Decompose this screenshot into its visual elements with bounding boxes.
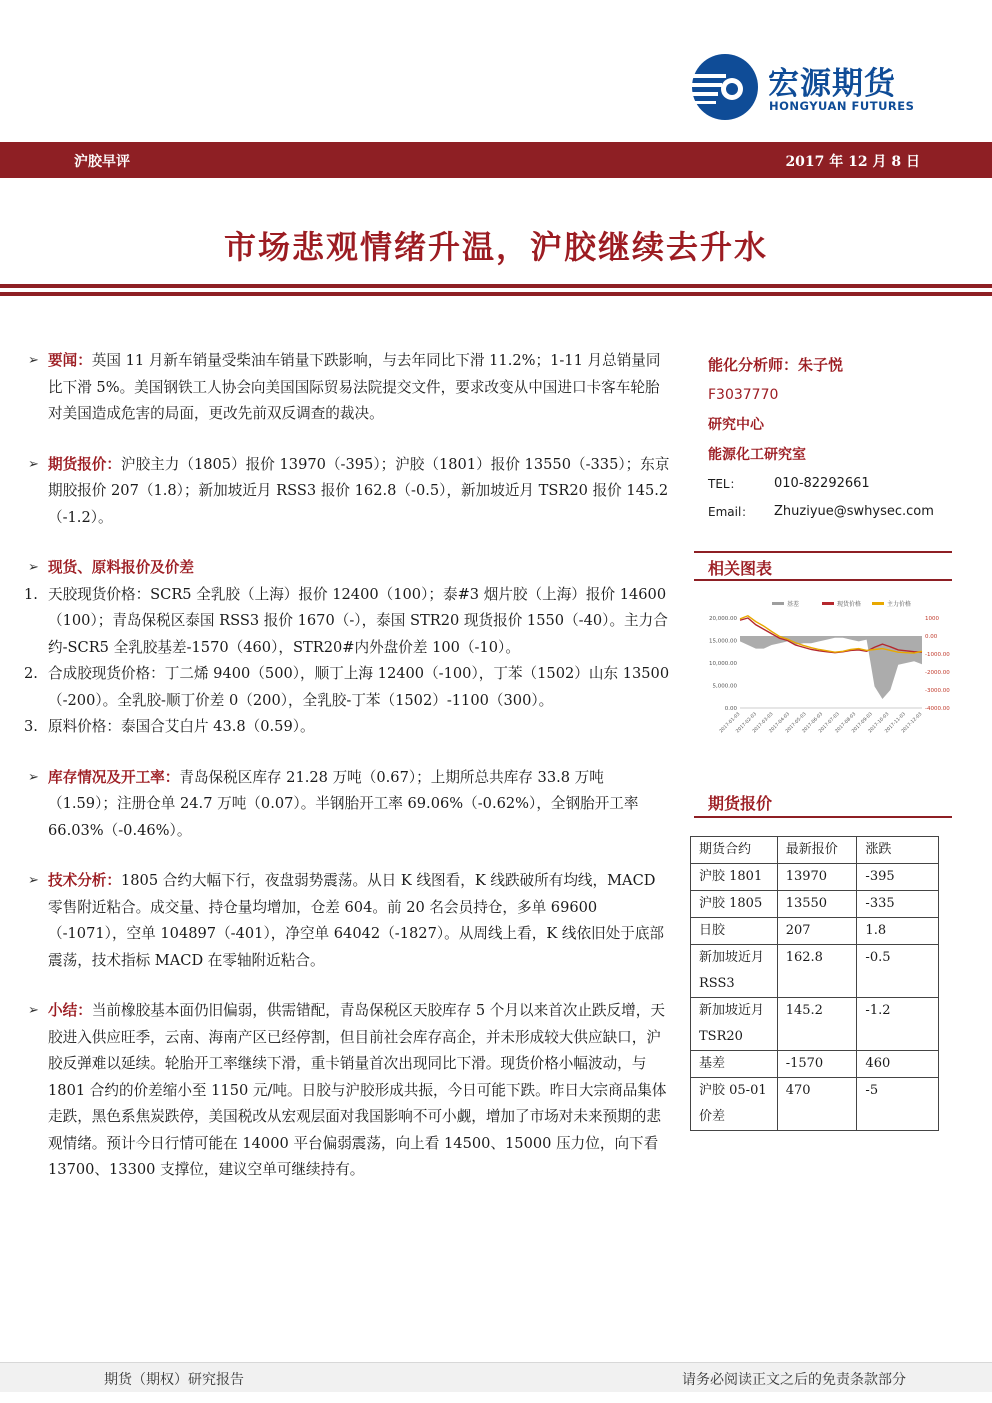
x-tick-label: 2017-06-03 — [801, 711, 825, 735]
technical-section — [24, 868, 672, 974]
cell-change: -0.5 — [857, 945, 939, 998]
email-label: Email： — [708, 505, 754, 519]
cell-price: 470 — [777, 1078, 857, 1131]
inventory-section — [24, 765, 672, 845]
report-category: 沪胶早评 — [74, 154, 130, 170]
main-content — [24, 348, 672, 1184]
x-tick-label: 2017-09-03 — [851, 711, 874, 735]
x-tick-label: 2017-11-03 — [884, 711, 907, 735]
legend-swatch — [872, 602, 884, 605]
title-divider-2 — [0, 292, 992, 296]
table-row — [691, 1078, 939, 1131]
section-text: 沪胶主力（1805）报价 13970（-395）；沪胶（1801）报价 13550（-335）；东京期胶报价 207（1.8）；新加坡近月 RSS3 报价 162.8（-0.5），新加坡近月 TSR20 报价 145.2（-1.2）。 — [48, 455, 670, 526]
analyst-dept: 研究中心 — [708, 417, 764, 433]
analyst-name: 能化分析师：朱子悦 — [708, 356, 844, 374]
arrow-bullet-icon: ➢ — [28, 769, 39, 785]
section-text: 青岛保税区库存 21.28 万吨（0.67）；上期所总共库存 33.8 万吨（1.59）；注册仓单 24.7 万吨（0.07）。半钢胎开工率 69.06%（-0.62%），全钢胎开工率 66.03%（-0.46%）。 — [48, 768, 639, 839]
summary-section — [24, 998, 672, 1184]
legend-label: 基差 — [787, 601, 800, 608]
legend-swatch — [772, 602, 784, 605]
col-header: 最新报价 — [777, 837, 857, 864]
cell-change: 460 — [857, 1051, 939, 1078]
footer-disclaimer-note: 请务必阅读正文之后的免责条款部分 — [682, 1372, 906, 1388]
table-row — [691, 918, 939, 945]
x-tick-label: 2017-12-03 — [900, 711, 924, 735]
company-logo — [688, 52, 938, 122]
arrow-bullet-icon: ➢ — [28, 353, 39, 368]
section-text: 1805 合约大幅下行，夜盘弱势震荡。从日 K 线图看，K 线跌破所有均线，MACD 零售附近粘合。成交量、持仓量均增加，仓差 604。前 20 名会员持仓，多单 69600（-1071），空单 104897（-401），净空单 64042（-1827）。从周线上看，K 线依旧处于底部震荡，技术指标 MACD 在零轴附近粘合。 — [48, 872, 665, 969]
legend-label: 现货价格 — [837, 601, 862, 608]
page-title: 市场悲观情绪升温，沪胶继续去升水 — [223, 228, 768, 266]
basis-price-chart — [700, 596, 952, 752]
logo-name-en: HONGYUAN FUTURES — [769, 99, 915, 113]
arrow-bullet-icon: ➢ — [28, 873, 39, 888]
cell-price: 13970 — [777, 864, 857, 891]
y-right-tick-label: 0.00 — [925, 634, 938, 640]
cell-price: 207 — [777, 918, 857, 945]
logo-name-cn: 宏源期货 — [768, 66, 896, 102]
y-left-tick-label: 20,000.00 — [709, 616, 737, 622]
page-footer — [0, 1362, 992, 1392]
table-header-row — [691, 837, 939, 864]
cell-price: 162.8 — [777, 945, 857, 998]
y-right-tick-label: -3000.00 — [925, 688, 950, 694]
quote-table-header — [694, 788, 952, 818]
table-row — [691, 1051, 939, 1078]
legend-swatch — [822, 602, 834, 605]
analyst-id: F3037770 — [708, 387, 779, 403]
tel-value: 010-82292661 — [774, 476, 870, 491]
cell-contract: 沪胶 05-01 价差 — [691, 1078, 778, 1131]
cell-change: -1.2 — [857, 998, 939, 1051]
tel-label: TEL： — [708, 477, 742, 491]
table-row — [691, 945, 939, 998]
legend-label: 主力价格 — [887, 601, 912, 608]
cell-contract: 沪胶 1805 — [691, 891, 778, 918]
cell-contract: 新加坡近月 RSS3 — [691, 945, 778, 998]
y-right-tick-label: 1000 — [925, 616, 939, 622]
x-tick-label: 2017-10-03 — [867, 711, 891, 735]
quote-table — [690, 836, 939, 1131]
list-text: 天胶现货价格：SCR5 全乳胶（上海）报价 12400（100）；泰#3 烟片胶（上海）报价 14600（100）；青岛保税区泰国 RSS3 报价 1670（-），泰国 STR20 现货报价 1550（-40）。主力合约-SCR5 全乳胶基差-1570（460），STR20#内外盘价差 100（-10）。 — [48, 585, 668, 656]
cell-change: 1.8 — [857, 918, 939, 945]
related-chart-header — [694, 551, 952, 581]
cell-change: -395 — [857, 864, 939, 891]
email-value[interactable]: Zhuziyue@swhysec.com — [774, 504, 934, 519]
list-item — [24, 582, 672, 662]
x-tick-label: 2017-04-03 — [768, 711, 792, 735]
y-left-tick-label: 10,000.00 — [709, 661, 737, 667]
section-heading: 期货报价： — [48, 455, 121, 473]
header-bar — [0, 142, 992, 178]
arrow-bullet-icon: ➢ — [28, 456, 39, 472]
cell-contract: 日胶 — [691, 918, 778, 945]
x-tick-label: 2017-05-03 — [785, 711, 808, 735]
analyst-subdept: 能源化工研究室 — [708, 447, 806, 463]
list-number: 2. — [24, 665, 38, 682]
analyst-info — [708, 350, 952, 526]
list-item — [24, 714, 672, 741]
title-divider — [0, 284, 992, 288]
table-row — [691, 891, 939, 918]
section-heading: 小结： — [48, 1002, 92, 1019]
list-item — [24, 661, 672, 714]
cell-price: -1570 — [777, 1051, 857, 1078]
list-number: 1. — [24, 585, 38, 603]
futures-section — [24, 452, 672, 532]
x-tick-label: 2017-01-03 — [718, 711, 742, 735]
x-tick-label: 2017-02-03 — [735, 711, 758, 735]
section-text: 英国 11 月新车销量受柴油车销量下跌影响，与去年同比下滑 11.2%；1-11 月总销量同比下滑 5%。美国钢铁工人协会向美国国际贸易法院提交文件，要求改变从中国进口卡客车轮胎对美国造成危害的局面，更改先前双反调查的裁决。 — [48, 352, 661, 422]
section-heading: 技术分析： — [48, 872, 121, 889]
cell-change: -5 — [857, 1078, 939, 1131]
cell-change: -335 — [857, 891, 939, 918]
y-right-tick-label: -2000.00 — [925, 670, 950, 676]
arrow-bullet-icon: ➢ — [28, 560, 39, 575]
y-left-tick-label: 0.00 — [724, 706, 737, 712]
section-heading: 库存情况及开工率： — [48, 768, 180, 786]
table-row — [691, 864, 939, 891]
section-heading: 要闻： — [48, 352, 92, 369]
quote-table-title: 期货报价 — [708, 794, 773, 813]
cell-contract: 沪胶 1801 — [691, 864, 778, 891]
y-left-tick-label: 5,000.00 — [712, 683, 737, 690]
x-tick-label: 2017-08-03 — [834, 711, 858, 735]
cell-contract: 基差 — [691, 1051, 778, 1078]
section-heading: 现货、原料报价及价差 — [48, 559, 194, 576]
analyst-email — [708, 498, 952, 526]
cell-price: 13550 — [777, 891, 857, 918]
y-right-tick-label: -4000.00 — [925, 706, 950, 712]
y-left-tick-label: 15,000.00 — [709, 638, 737, 645]
related-chart-title: 相关图表 — [708, 559, 773, 578]
list-number: 3. — [24, 718, 38, 735]
x-tick-label: 2017-07-03 — [818, 711, 841, 735]
basis-area — [740, 636, 922, 699]
analyst-tel — [708, 470, 952, 498]
cell-price: 145.2 — [777, 998, 857, 1051]
x-tick-label: 2017-03-03 — [752, 711, 775, 735]
list-text: 原料价格：泰国合艾白片 43.8（0.59）。 — [48, 718, 315, 735]
arrow-bullet-icon: ➢ — [28, 1003, 39, 1018]
hongyuan-logo-icon — [688, 52, 762, 122]
col-header: 涨跌 — [857, 837, 939, 864]
list-text: 合成胶现货价格：丁二烯 9400（500），顺丁上海 12400（-100），丁苯（1502）山东 13500（-200）。全乳胶-顺丁价差 0（200），全乳胶-丁苯（1502）-1100（300）。 — [48, 665, 670, 709]
y-right-tick-label: -1000.00 — [925, 652, 950, 658]
spot-section-heading — [24, 555, 672, 582]
news-section — [24, 348, 672, 428]
col-header: 期货合约 — [691, 837, 778, 864]
report-date: 2017 年 12 月 8 日 — [785, 154, 920, 170]
footer-report-type: 期货（期权）研究报告 — [104, 1372, 244, 1388]
cell-contract: 新加坡近月 TSR20 — [691, 998, 778, 1051]
section-text: 当前橡胶基本面仍旧偏弱，供需错配，青岛保税区天胶库存 5 个月以来首次止跌反增，天胶进入供应旺季，云南、海南产区已经停割，但目前社会库存高企，并未形成较大供应缺口，沪胶反弹难以延续。轮胎开工率继续下滑，重卡销量首次出现同比下滑。现货价格小幅波动，与 1801 合约的价差缩小至 1150 元/吨。日胶与沪胶形成共振，今日可能下跌。昨日大宗商品集体走跌，黑色系焦炭跌停，美国税改从宏观层面对我国影响不可小觑，增加了市场对未来预期的悲观情绪。预计今日行情可能在 14000 平台偏弱震荡，向上看 14500、15000 压力位，向下看 13700、13300 支撑位，建议空单可继续持有。 — [48, 1002, 667, 1178]
table-row — [691, 998, 939, 1051]
